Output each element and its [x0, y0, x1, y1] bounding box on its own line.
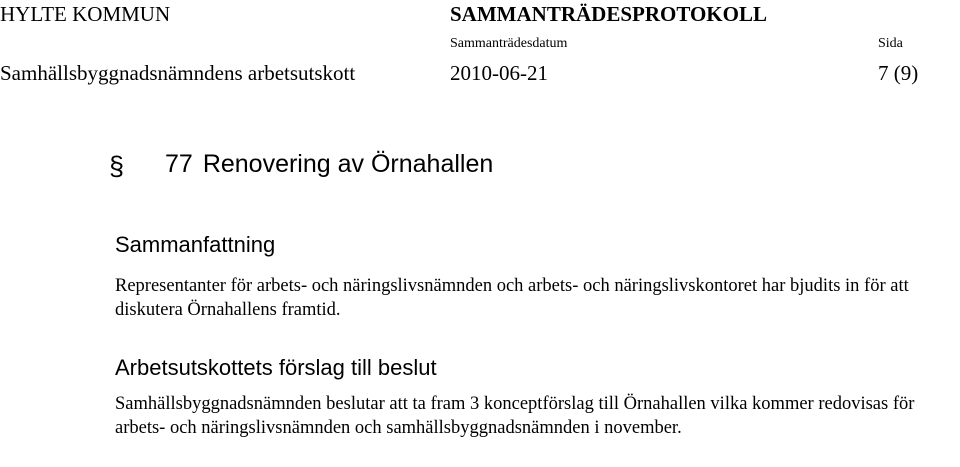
section-number: 77 [165, 150, 193, 178]
page-number: 7 (9) [878, 61, 919, 85]
proposal-text: Samhällsbyggnadsnämnden beslutar att ta fram 3 konceptförslag till Örnahallen vilka kommer redovisas för arbets- och näringslivsnämnden och samhällsbyggnadsnämnden i november. [115, 394, 915, 438]
section-heading [109, 150, 494, 181]
proposal-heading: Arbetsutskottets förslag till beslut [115, 355, 437, 380]
meeting-date: 2010-06-21 [450, 61, 548, 85]
document-type: SAMMANTRÄDESPROTOKOLL [450, 2, 767, 26]
summary-text: Representanter för arbets- och näringslivsnämnden och arbets- och näringslivskontoret har bjudits in för att diskutera Örnahallens framtid. [115, 276, 909, 320]
section-title: Renovering av Örnahallen [202, 150, 494, 178]
page-label: Sida [878, 36, 903, 51]
committee-name: Samhällsbyggnadsnämndens arbetsutskott [0, 61, 356, 85]
summary-heading: Sammanfattning [115, 232, 276, 257]
section-sign: § [109, 151, 125, 181]
meeting-date-label: Sammanträdesdatum [450, 36, 568, 51]
organization-name: HYLTE KOMMUN [0, 2, 171, 26]
